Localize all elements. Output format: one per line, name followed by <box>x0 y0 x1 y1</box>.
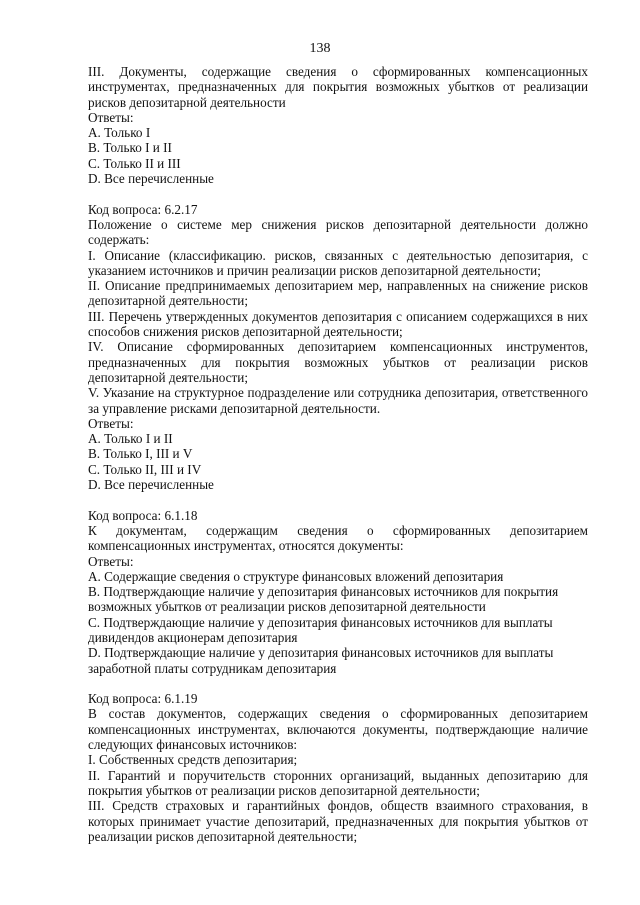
question-text: К документам, содержащим сведения о сформированных депозитарием компенсационных инструментах, относятся документы: <box>88 522 588 554</box>
answers-label: Ответы: <box>88 109 134 125</box>
question-block <box>88 202 588 493</box>
question-code: Код вопроса: 6.1.19 <box>88 691 198 707</box>
answer-option: B. Только I и II <box>88 140 172 156</box>
question-statement: III. Перечень утвержденных документов депозитария с описанием содержащихся в них способов снижения рисков депозитарной деятельности; <box>88 308 588 340</box>
question-code: Код вопроса: 6.1.18 <box>88 507 198 523</box>
question-statement: III. Средств страховых и гарантийных фондов, обществ взаимного страхования, в которых принимает участие депозитарий, предназначенных для покрытия убытков от реализации рисков депозитарной деятельности; <box>88 798 588 844</box>
answer-option: C. Только II, III и IV <box>88 461 202 477</box>
question-statement: I. Собственных средств депозитария; <box>88 752 298 768</box>
answer-option: D. Подтверждающие наличие у депозитария финансовых источников для выплаты заработной платы сотрудникам депозитария <box>88 645 554 676</box>
question-text: В состав документов, содержащих сведения о сформированных депозитарием компенсационных инструментах, включаются документы, подтверждающие наличие следующих финансовых источников: <box>88 706 588 753</box>
answer-option: A. Только I <box>88 125 151 141</box>
question-text: Положение о системе мер снижения рисков депозитарной деятельности должно содержать: <box>88 216 588 248</box>
answers-label: Ответы: <box>88 415 134 431</box>
answer-option: B. Подтверждающие наличие у депозитария финансовых источников для покрытия возможных убытков от реализации рисков депозитарной деятельности <box>88 584 559 615</box>
question-statement: II. Гарантий и поручительств сторонних организаций, выданных депозитарию для покрытия убытков от реализации рисков депозитарной деятельности; <box>88 767 588 798</box>
answer-option: C. Только II и III <box>88 155 181 171</box>
answer-option: A. Содержащие сведения о структуре финансовых вложений депозитария <box>88 568 504 584</box>
question-list <box>88 202 588 844</box>
question-statement: III. Документы, содержащие сведения о сформированных компенсационных инструментах, предназначенных для покрытия возможных убытков от реализации рисков депозитарной деятельности <box>88 64 588 110</box>
answer-option: C. Подтверждающие наличие у депозитария финансовых источников для выплаты дивидендов акционерам депозитария <box>88 614 553 645</box>
answer-option: D. Все перечисленные <box>88 171 214 187</box>
answer-option: D. Все перечисленные <box>88 477 214 493</box>
question-continuation <box>88 64 588 186</box>
question-statement: I. Описание (классификацию. рисков, связанных с деятельностью депозитария, с указанием источников и причин реализации рисков депозитарной деятельности; <box>88 247 588 278</box>
question-block <box>88 508 588 676</box>
question-code: Код вопроса: 6.2.17 <box>88 201 198 217</box>
question-statement: V. Указание на структурное подразделение или сотрудника депозитария, ответственного за управление рисками депозитарной деятельности. <box>88 385 588 416</box>
answer-option: A. Только I и II <box>88 431 173 447</box>
question-statement: IV. Описание сформированных депозитарием компенсационных инструментов, предназначенных для покрытия возможных убытков от реализации рисков депозитарной деятельности; <box>88 339 588 385</box>
question-statement: II. Описание предпринимаемых депозитарием мер, направленных на снижение рисков депозитарной деятельности; <box>88 278 588 309</box>
answer-option: B. Только I, III и V <box>88 446 193 462</box>
page-content <box>88 64 588 844</box>
question-block <box>88 691 588 844</box>
page-number: 138 <box>309 41 331 56</box>
answers-label: Ответы: <box>88 553 134 569</box>
